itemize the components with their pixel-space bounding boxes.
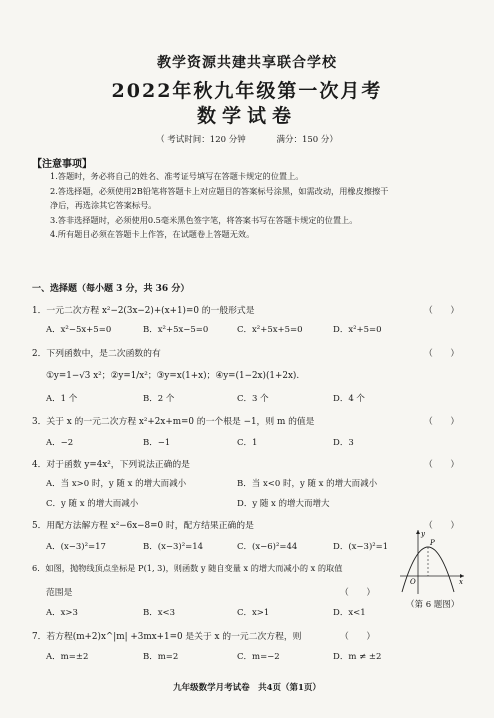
notice-item: 4.所有题目必须在答题卡上作答，在试题卷上答题无效。 <box>50 229 255 239</box>
question-7-stem: 7．若方程(m+2)x^|m| +3mx+1=0 是关于 x 的一元二次方程，则 <box>32 632 302 642</box>
option-b: B．2 个 <box>143 394 175 404</box>
parabola-figure <box>396 528 466 598</box>
answer-paren: （ ） <box>340 588 376 598</box>
answer-paren: （ ） <box>424 349 460 359</box>
option-b: B．(x−3)²=14 <box>143 542 204 552</box>
notice-item: 2.答选择题，必须使用2B铅笔将答题卡上对应题目的答案标号涂黑，如需改动，用橡皮擦擦干 <box>50 186 389 196</box>
answer-paren: （ ） <box>424 521 460 531</box>
question-6-stem: 6．如图，抛物线顶点坐标是 P(1, 3)，则函数 y 随自变量 x 的增大而减小的 x 的取值 <box>32 563 343 573</box>
notice-item: 3.答非选择题时，必须使用0.5毫米黑色签字笔，将答案书写在答题卡规定的位置上。 <box>50 215 358 225</box>
option-d: D．x²+5=0 <box>333 325 382 335</box>
option-c: C．(x−6)²=44 <box>237 542 298 552</box>
option-a: A．x²−5x+5=0 <box>46 325 112 335</box>
section-heading: 一、选择题（每小题 3 分，共 36 分） <box>32 284 190 294</box>
option-c: C．3 个 <box>237 394 269 404</box>
origin-label: O <box>410 578 416 586</box>
option-c: C．m=−2 <box>237 652 280 662</box>
question-1-stem: 1．一元二次方程 x²−2(3x−2)+(x+1)=0 的一般形式是 <box>32 306 255 316</box>
figure-caption: （第 6 题图） <box>406 600 460 610</box>
option-c: C．y 随 x 的增大而减小 <box>46 499 139 509</box>
answer-paren: （ ） <box>424 417 460 427</box>
y-label: y <box>421 530 425 538</box>
exam-score: 满分：150 分） <box>276 135 338 145</box>
option-a: A．−2 <box>46 438 74 448</box>
option-b: B．x<3 <box>143 608 176 618</box>
exam-meta <box>0 133 494 145</box>
option-a: A．1 个 <box>46 394 78 404</box>
option-d: D．x<1 <box>333 608 366 618</box>
option-b: B．−1 <box>143 438 171 448</box>
question-2-functions: ①y=1−√3 x²；②y=1/x²；③y=x(1+x)；④y=(1−2x)(1+2x). <box>46 371 300 381</box>
question-6-line2: 范围是 <box>46 588 73 598</box>
page-footer: 九年级数学月考试卷 共4页（第1页） <box>173 683 321 693</box>
school-name: 教学资源共建共享联合学校 <box>157 55 337 71</box>
notice-item: 净后，再选涂其它答案标号。 <box>50 200 157 210</box>
option-b: B．当 x<0 时，y 随 x 的增大而减小 <box>237 479 378 489</box>
option-d: D．4 个 <box>333 394 365 404</box>
question-2-stem: 2．下列函数中，是二次函数的有 <box>32 349 161 359</box>
answer-paren: （ ） <box>424 306 460 316</box>
option-a: A．x>3 <box>46 608 78 618</box>
question-3-stem: 3．关于 x 的一元二次方程 x²+2x+m=0 的一个根是 −1，则 m 的值是 <box>32 417 315 427</box>
exam-subject: 数学试卷 <box>196 105 297 127</box>
question-4-stem: 4．对于函数 y=4x²，下列说法正确的是 <box>32 460 190 470</box>
option-d: D．(x−3)²=1 <box>333 542 389 552</box>
option-a: A．(x−3)²=17 <box>46 542 106 552</box>
y-axis-arrow <box>416 530 420 534</box>
option-d: D．3 <box>333 438 354 448</box>
answer-paren: （ ） <box>424 460 460 470</box>
exam-time: （ 考试时间：120 分钟 <box>156 135 246 145</box>
option-a: A．m=±2 <box>46 652 89 662</box>
vertex-label: P <box>430 539 435 547</box>
question-5-stem: 5．用配方法解方程 x²−6x−8=0 时，配方结果正确的是 <box>32 521 254 531</box>
option-a: A．当 x>0 时，y 随 x 的增大而减小 <box>46 479 187 489</box>
option-c: C．1 <box>237 438 258 448</box>
notice-item: 1.答题时，务必将自己的姓名、准考证号填写在答题卡规定的位置上。 <box>50 171 304 181</box>
answer-paren: （ ） <box>340 632 376 642</box>
option-b: B．m=2 <box>143 652 179 662</box>
option-c: C．x²+5x+5=0 <box>237 325 303 335</box>
option-d: D．y 随 x 的增大而增大 <box>237 499 330 509</box>
x-label: x <box>459 578 463 586</box>
exam-title: 2022年秋九年级第一次月考 <box>111 80 383 102</box>
option-c: C．x>1 <box>237 608 270 618</box>
option-d: D．m ≠ ±2 <box>333 652 382 662</box>
option-b: B．x²+5x−5=0 <box>143 325 209 335</box>
notice-heading: 【注意事项】 <box>32 159 92 170</box>
